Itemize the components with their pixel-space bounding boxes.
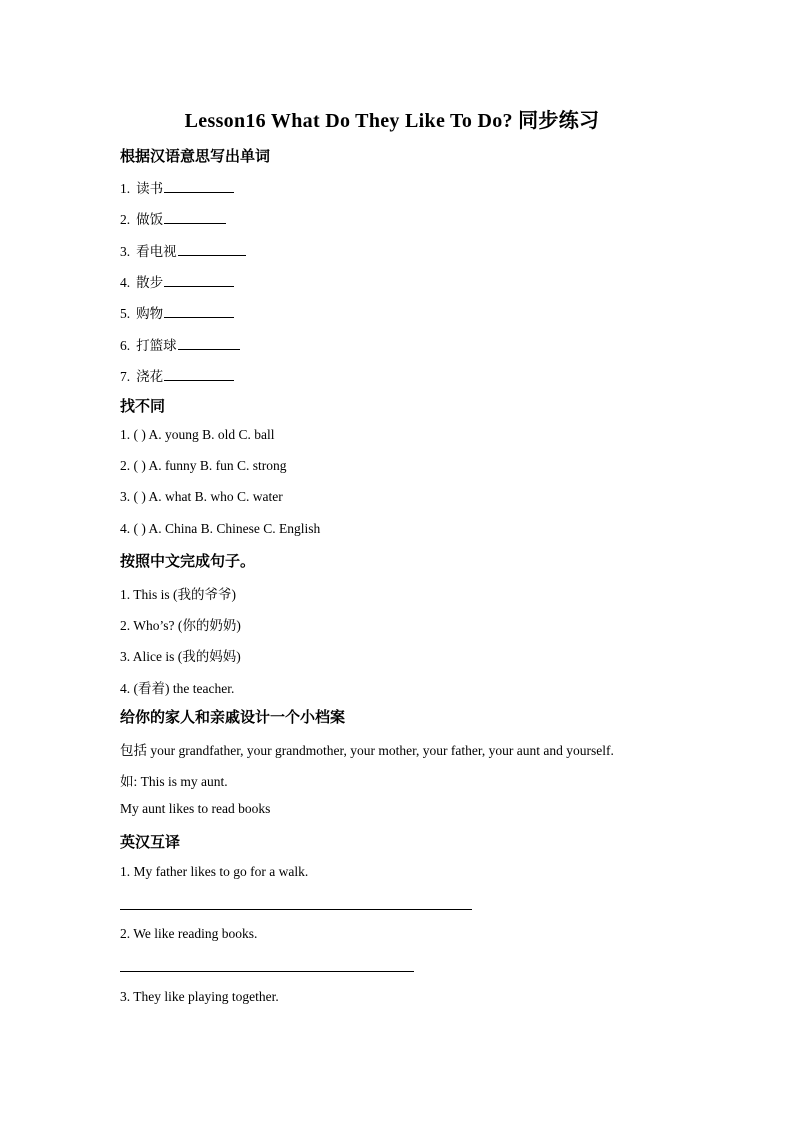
page-title: Lesson16 What Do They Like To Do? 同步练习 <box>184 110 600 132</box>
section-heading-complete-sentences: 按照中文完成句子。 <box>120 554 256 570</box>
list-item: 4. 散步 <box>120 271 234 291</box>
list-item: 3. 看电视 <box>120 240 246 260</box>
list-item: 3. ( ) A. what B. who C. water <box>120 489 283 504</box>
answer-blank[interactable] <box>164 180 234 193</box>
list-item: 4. (看着) the teacher. <box>120 681 235 696</box>
list-item: 6. 打篮球 <box>120 334 240 354</box>
list-item: 2. Who’s? (你的奶奶) <box>120 618 241 633</box>
list-item: 1. This is (我的爷爷) <box>120 587 237 602</box>
list-item: 2. We like reading books. <box>120 926 258 941</box>
list-item: 1. ( ) A. young B. old C. ball <box>120 427 275 442</box>
answer-blank[interactable] <box>164 274 234 287</box>
section-heading-translation: 英汉互译 <box>120 835 181 851</box>
list-item: 3. They like playing together. <box>120 989 279 1004</box>
list-item: 2. ( ) A. funny B. fun C. strong <box>120 458 287 473</box>
answer-blank[interactable] <box>164 211 226 224</box>
list-item: 1. My father likes to go for a walk. <box>120 864 309 879</box>
answer-line[interactable] <box>120 971 414 972</box>
list-item: 2. 做饭 <box>120 208 226 228</box>
section-heading-word-writing: 根据汉语意思写出单词 <box>120 149 271 165</box>
list-item: 4. ( ) A. China B. Chinese C. English <box>120 521 321 536</box>
answer-blank[interactable] <box>164 368 234 381</box>
list-item: 5. 购物 <box>120 302 234 322</box>
list-item: 1. 读书 <box>120 177 234 197</box>
example-text: My aunt likes to read books <box>120 801 271 816</box>
answer-blank[interactable] <box>178 243 246 256</box>
section-heading-find-different: 找不同 <box>120 399 166 415</box>
section-heading-family-profile: 给你的家人和亲戚设计一个小档案 <box>120 710 346 726</box>
example-text: 如: This is my aunt. <box>120 774 228 789</box>
answer-line[interactable] <box>120 909 472 910</box>
instruction-text: 包括 your grandfather, your grandmother, your mother, your father, your aunt and yourself. <box>120 743 614 758</box>
list-item: 3. Alice is (我的妈妈) <box>120 649 241 664</box>
answer-blank[interactable] <box>164 305 234 318</box>
list-item: 7. 浇花 <box>120 365 234 385</box>
answer-blank[interactable] <box>178 337 240 350</box>
